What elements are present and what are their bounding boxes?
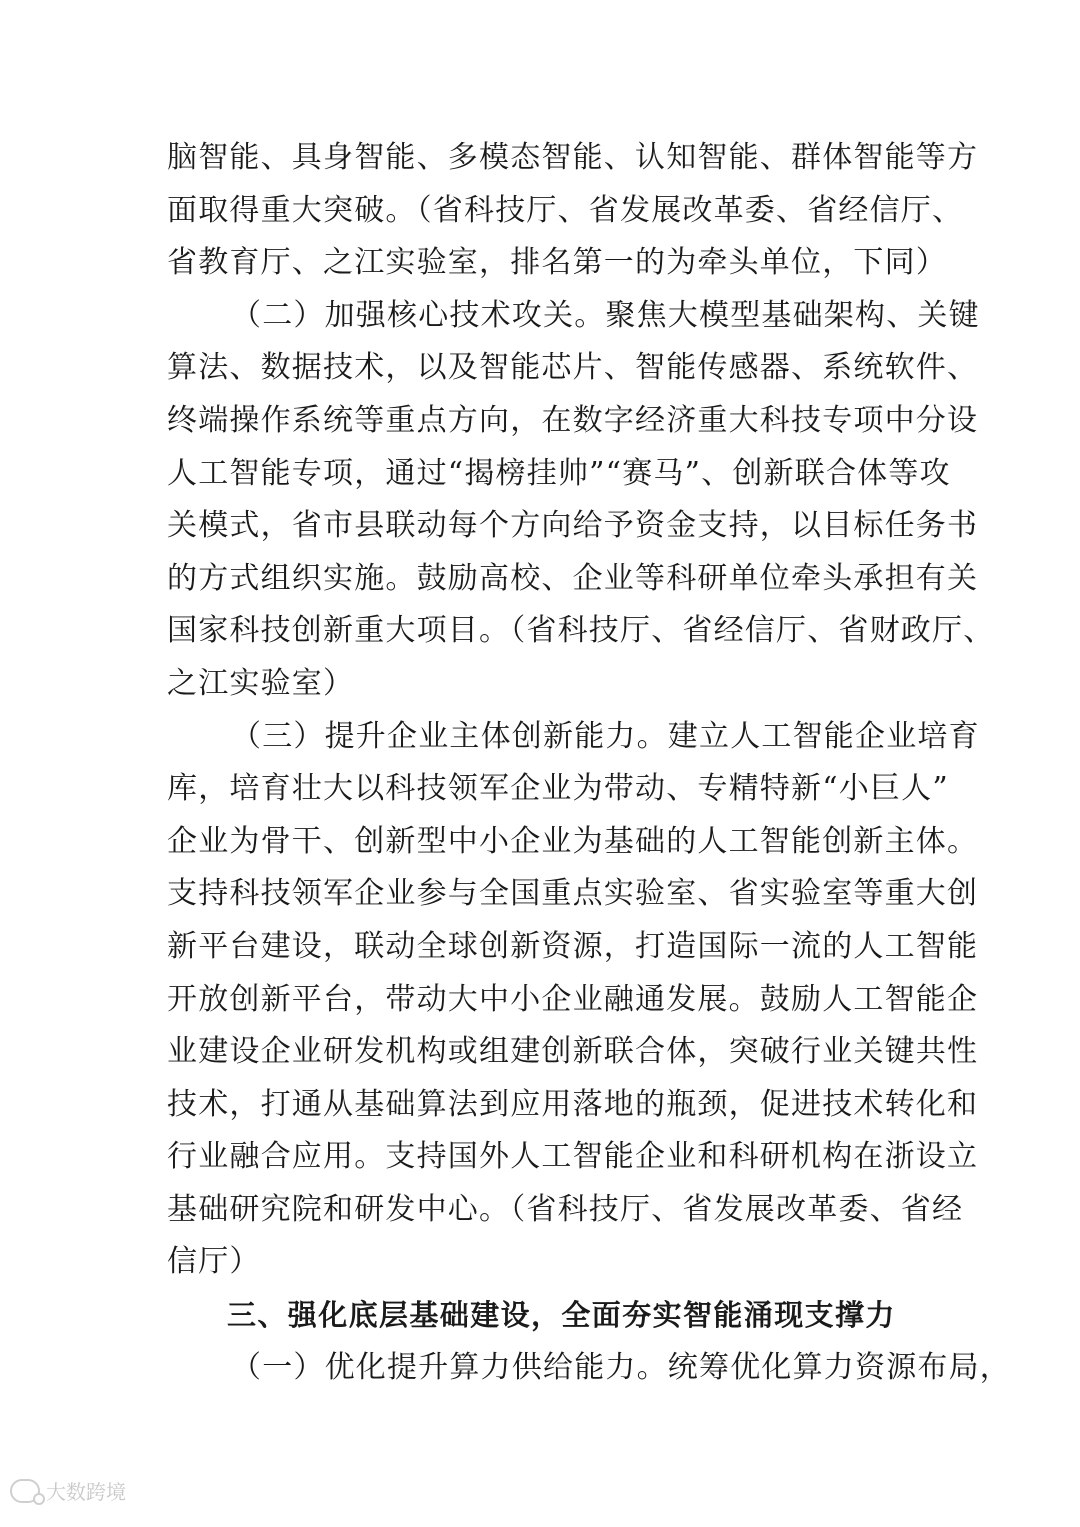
- text-line: 终端操作系统等重点方向，在数字经济重大科技专项中分设: [167, 402, 979, 438]
- text-line: 脑智能、具身智能、多模态智能、认知智能、群体智能等方: [167, 140, 979, 175]
- watermark: [10, 1476, 126, 1505]
- text-line: 库，培育壮大以科技领军企业为带动、专精特新“小巨人”: [167, 771, 949, 807]
- text-line: 面取得重大突破。（省科技厅、省发展改革委、省经信厅、: [167, 192, 964, 228]
- text-line: 开放创新平台，带动大中小企业融通发展。鼓励人工智能企: [167, 981, 979, 1017]
- text-line: （二）加强核心技术攻关。聚焦大模型基础架构、关键: [231, 297, 980, 333]
- text-line: 关模式，省市县联动每个方向给予资金支持，以目标任务书: [167, 508, 979, 544]
- text-line: 基础研究院和研发中心。（省科技厅、省发展改革委、省经: [167, 1191, 964, 1227]
- text-line: 企业为骨干、创新型中小企业为基础的人工智能创新主体。: [167, 823, 979, 859]
- section-heading: 三、强化底层基础建设，全面夯实智能涌现支撑力: [227, 1298, 896, 1333]
- chat-bubble-icon: [10, 1479, 40, 1503]
- text-line: 行业融合应用。支持国外人工智能企业和科研机构在浙设立: [167, 1139, 979, 1175]
- text-line: （一）优化提升算力供给能力。统筹优化算力资源布局，: [231, 1349, 1011, 1385]
- text-line: 支持科技领军企业参与全国重点实验室、省实验室等重大创: [167, 876, 979, 912]
- text-line: 省教育厅、之江实验室，排名第一的为牵头单位，下同）: [167, 245, 947, 281]
- text-line: 之江实验室）: [167, 665, 355, 701]
- document-page: [167, 132, 1011, 1394]
- text-line: 国家科技创新重大项目。（省科技厅、省经信厅、省财政厅、: [167, 613, 995, 649]
- text-line: 新平台建设，联动全球创新资源，打造国际一流的人工智能: [167, 928, 979, 964]
- text-line: 技术，打通从基础算法到应用落地的瓶颈，促进技术转化和: [167, 1086, 979, 1122]
- text-line: 业建设企业研发机构或组建创新联合体，突破行业关键共性: [167, 1034, 979, 1070]
- text-line: 信厅）: [167, 1244, 261, 1280]
- text-line: 的方式组织实施。鼓励高校、企业等科研单位牵头承担有关: [167, 560, 979, 596]
- text-line: 人工智能专项，通过“揭榜挂帅”“赛马”、创新联合体等攻: [167, 455, 951, 491]
- text-line: 算法、数据技术，以及智能芯片、智能传感器、系统软件、: [167, 350, 979, 386]
- text-line: （三）提升企业主体创新能力。建立人工智能企业培育: [231, 718, 980, 754]
- watermark-text: 大数跨境: [46, 1480, 126, 1504]
